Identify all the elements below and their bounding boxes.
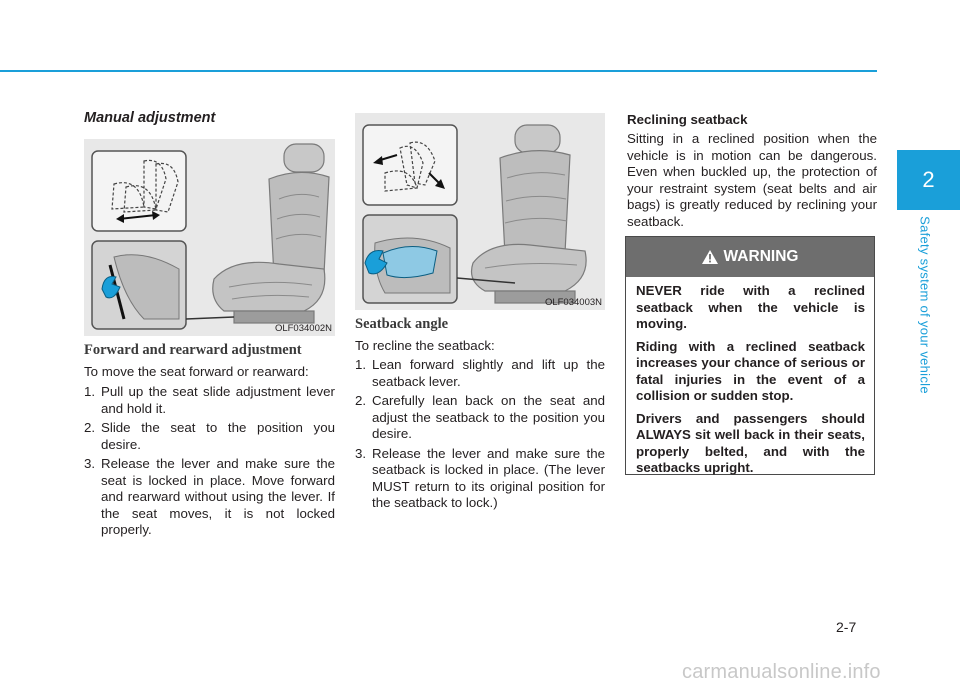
warning-paragraph: Drivers and passengers should ALWAYS sit well back in their seats, properly belted, and with the seatbacks upright. <box>636 410 865 475</box>
warning-box <box>625 236 875 475</box>
watermark: carmanualsonline.info <box>682 661 881 683</box>
forward-rearward-heading: Forward and rearward adjustment <box>84 342 302 358</box>
warning-body <box>626 277 874 477</box>
step-text: Lean forward slightly and lift up the seatback lever. <box>372 357 605 389</box>
step-number: 1. <box>355 357 367 372</box>
seatback-illustration <box>355 113 605 310</box>
figure-code: OLF034003N <box>544 297 602 308</box>
step-number: 3. <box>355 445 367 461</box>
seatback-figure <box>355 113 605 310</box>
warning-triangle-icon <box>702 250 718 264</box>
list-item <box>355 446 605 512</box>
list-item <box>84 456 335 539</box>
step-text: Release the lever and make sure the seat is locked in place. Move forward and rearward without using the lever. If the seat moves, it is not locked properly. <box>101 456 335 537</box>
header-rule <box>0 70 877 72</box>
warning-paragraph: NEVER ride with a reclined seatback when the vehicle is moving. <box>636 283 865 331</box>
section-title: Manual adjustment <box>84 110 216 126</box>
warning-title: WARNING <box>723 248 799 265</box>
seat-slide-figure <box>84 139 335 336</box>
figure-code: OLF034002N <box>274 323 332 334</box>
list-item <box>355 357 605 390</box>
list-item <box>355 393 605 443</box>
seatback-intro: To recline the seatback: <box>355 338 495 353</box>
reclining-body: Sitting in a reclined position when the vehicle is in motion can be dangerous. Even when buckled up, the protection of your restraint system (seat belts and air bags) is greatly reduced by reclining your seatback. <box>627 131 877 229</box>
list-item <box>84 420 335 453</box>
step-text: Carefully lean back on the seat and adjust the seatback to the position you desire. <box>372 393 605 441</box>
page-number: 2-7 <box>836 619 857 635</box>
list-item <box>84 384 335 417</box>
forward-rearward-steps <box>84 384 335 542</box>
chapter-number: 2 <box>922 167 935 192</box>
warning-header <box>626 237 874 277</box>
step-text: Release the lever and make sure the seatback is locked in place. (The lever MUST return to its original position for the seatback to lock.) <box>372 445 605 510</box>
forward-rearward-intro: To move the seat forward or rearward: <box>84 364 309 379</box>
step-number: 2. <box>355 393 367 408</box>
step-number: 2. <box>84 420 96 435</box>
step-number: 3. <box>84 456 96 471</box>
seat-slide-illustration <box>84 139 335 336</box>
chapter-title: Safety system of your vehicle <box>917 216 933 394</box>
reclining-heading: Reclining seatback <box>627 112 748 127</box>
step-number: 1. <box>84 384 96 399</box>
seatback-angle-heading: Seatback angle <box>355 316 449 332</box>
step-text: Slide the seat to the position you desire. <box>101 420 335 452</box>
seatback-steps <box>355 357 605 515</box>
step-text: Pull up the seat slide adjustment lever and hold it. <box>101 384 335 416</box>
warning-paragraph: Riding with a reclined seatback increases your chance of serious or fatal injuries in the event of a collision or sudden stop. <box>636 338 865 403</box>
chapter-tab[interactable] <box>897 150 960 210</box>
